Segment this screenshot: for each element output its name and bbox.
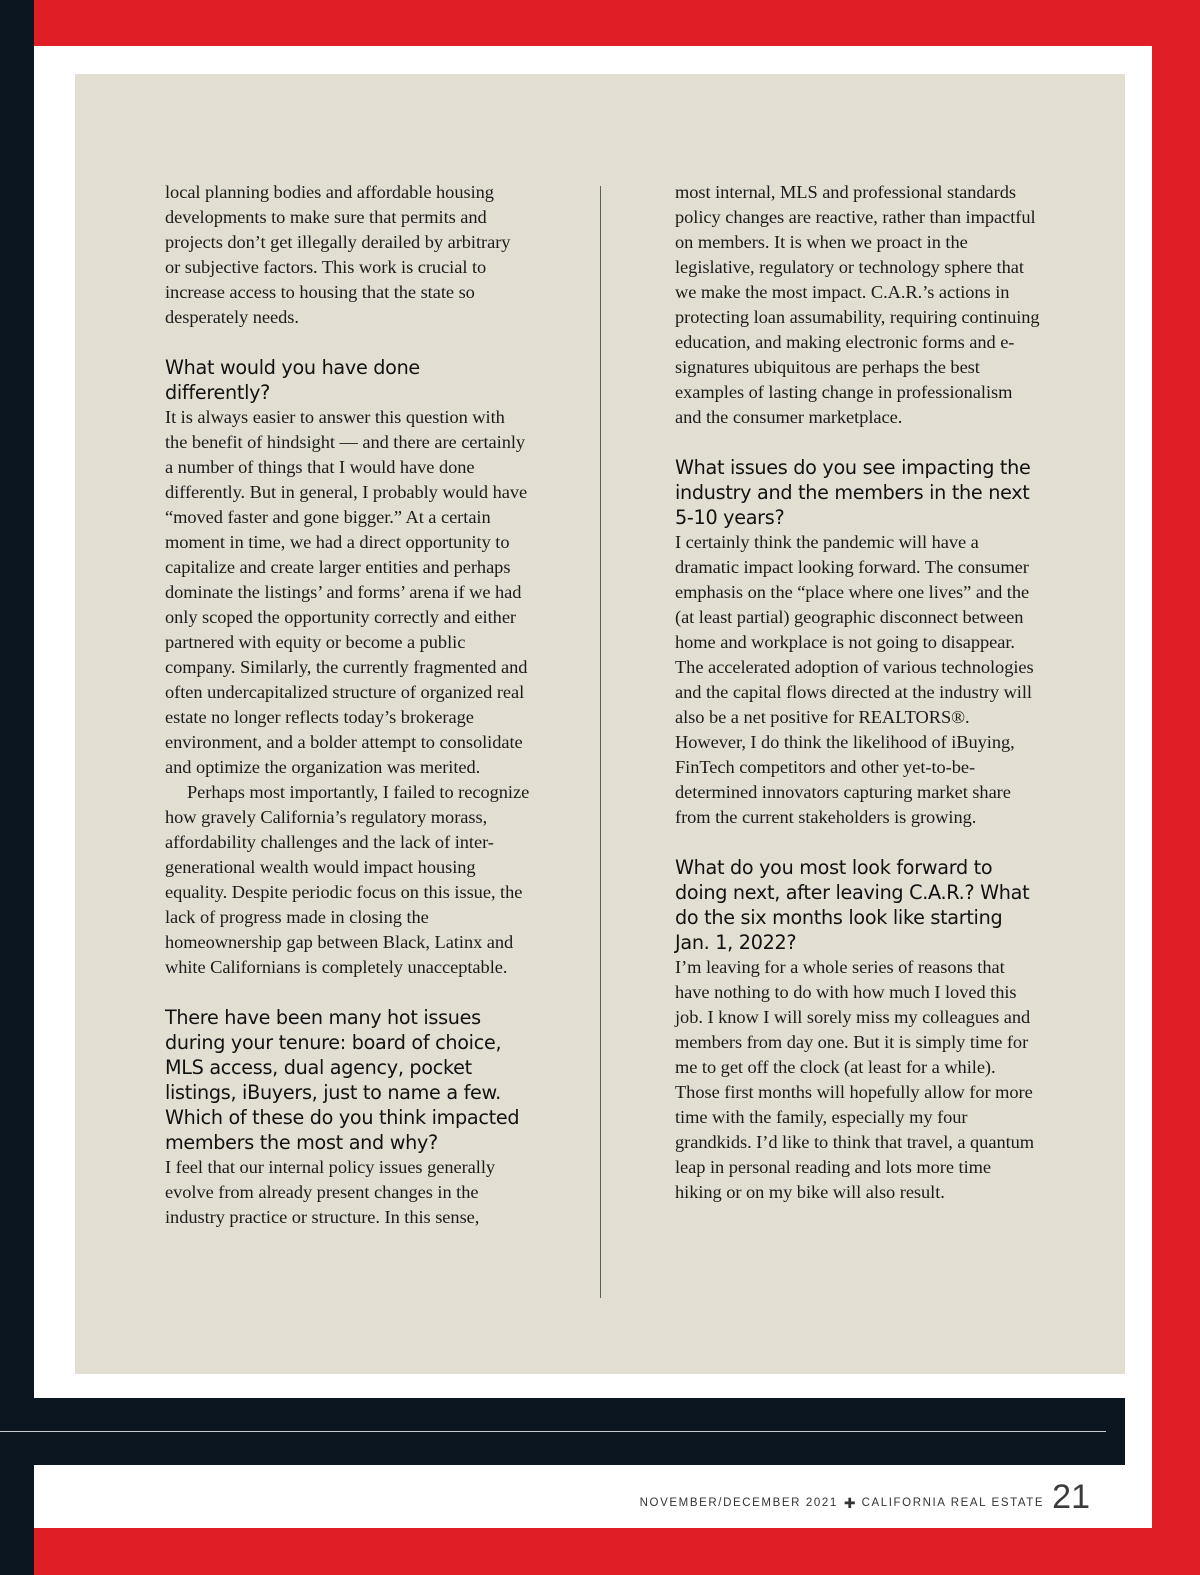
issue-date: NOVEMBER/DECEMBER 2021	[639, 1497, 838, 1509]
paragraph: It is always easier to answer this question with the benefit of hindsight — and there are certainly a number of things that I would have done differently. But in general, I probably would have “moved faster and gone bigger.” At a certain moment in time, we had a direct opportunity to capitalize and create larger entities and perhaps dominate the listings’ and forms’ arena if we had only scoped the opportunity correctly and either partnered with equity or become a public company. Similarly, the currently fragmented and often undercapitalized structure of organized real estate no longer reflects today’s brokerage environment, and a bolder attempt to consolidate and optimize the organization was merited.	[165, 407, 528, 777]
publication-name: CALIFORNIA REAL ESTATE	[861, 1497, 1045, 1509]
paragraph: most internal, MLS and professional standards policy changes are reactive, rather than impactful on members. It is when we proact in the legislative, regulatory or technology sphere that we make the most impact. C.A.R.’s actions in protecting loan assumability, requiring continuing education, and making electronic forms and e-signatures ubiquitous are perhaps the best examples of lasting change in professionalism and the consumer marketplace.	[675, 182, 1040, 427]
question-heading: There have been many hot issues during your tenure: board of choice, MLS access, dual agency, pocket listings, iBuyers, just to name a few. Which of these do you think impacted members the most and why?	[165, 1006, 520, 1154]
left-decorative-bar	[0, 0, 34, 1575]
paragraph: Perhaps most importantly, I failed to recognize how gravely California’s regulatory morass, affordability challenges and the lack of inter-generational wealth would impact housing equality. Despite periodic focus on this issue, the lack of progress made in closing the homeownership gap between Black, Latinx and white Californians is completely unacceptable.	[165, 782, 530, 977]
question-heading: What issues do you see impacting the industry and the members in the next 5-10 years?	[675, 456, 1031, 529]
page-number: 21	[1052, 1478, 1090, 1516]
paragraph: local planning bodies and affordable housing developments to make sure that permits and projects don’t get illegally derailed by arbitrary or subjective factors. This work is crucial to increase access to housing that the state so desperately needs.	[165, 182, 511, 327]
top-red-border	[34, 0, 1200, 46]
right-red-border	[1152, 0, 1200, 1575]
column-divider	[600, 186, 601, 1298]
paragraph: I’m leaving for a whole series of reasons that have nothing to do with how much I loved this job. I know I will sorely miss my colleagues and members from day one. But it is simply time for me to get off the clock (at least for a while). Those first months will hopefully allow for more time with the family, especially my four grandkids. I’d like to think that travel, a quantum leap in personal reading and lots more time hiking or on my bike will also result.	[675, 957, 1035, 1202]
left-column	[165, 180, 530, 1230]
question-heading: What would you have done differently?	[165, 356, 420, 404]
right-column	[675, 180, 1040, 1205]
bottom-red-border	[34, 1528, 1200, 1575]
band-divider-line	[0, 1431, 1106, 1432]
separator-icon: ✚	[843, 1495, 856, 1511]
paragraph: I certainly think the pandemic will have a dramatic impact looking forward. The consumer emphasis on the “place where one lives” and the (at least partial) geographic disconnect between home and workplace is not going to disappear. The accelerated adoption of various technologies and the capital flows directed at the industry will also be a net positive for REALTORS®. However, I do think the likelihood of iBuying, FinTech competitors and other yet-to-be-determined innovators capturing market share from the current stakeholders is growing.	[675, 532, 1034, 827]
question-heading: What do you most look forward to doing next, after leaving C.A.R.? What do the six months look like starting Jan. 1, 2022?	[675, 856, 1030, 954]
paragraph: I feel that our internal policy issues generally evolve from already present changes in the industry practice or structure. In this sense,	[165, 1157, 496, 1227]
page-footer	[640, 1474, 1090, 1514]
